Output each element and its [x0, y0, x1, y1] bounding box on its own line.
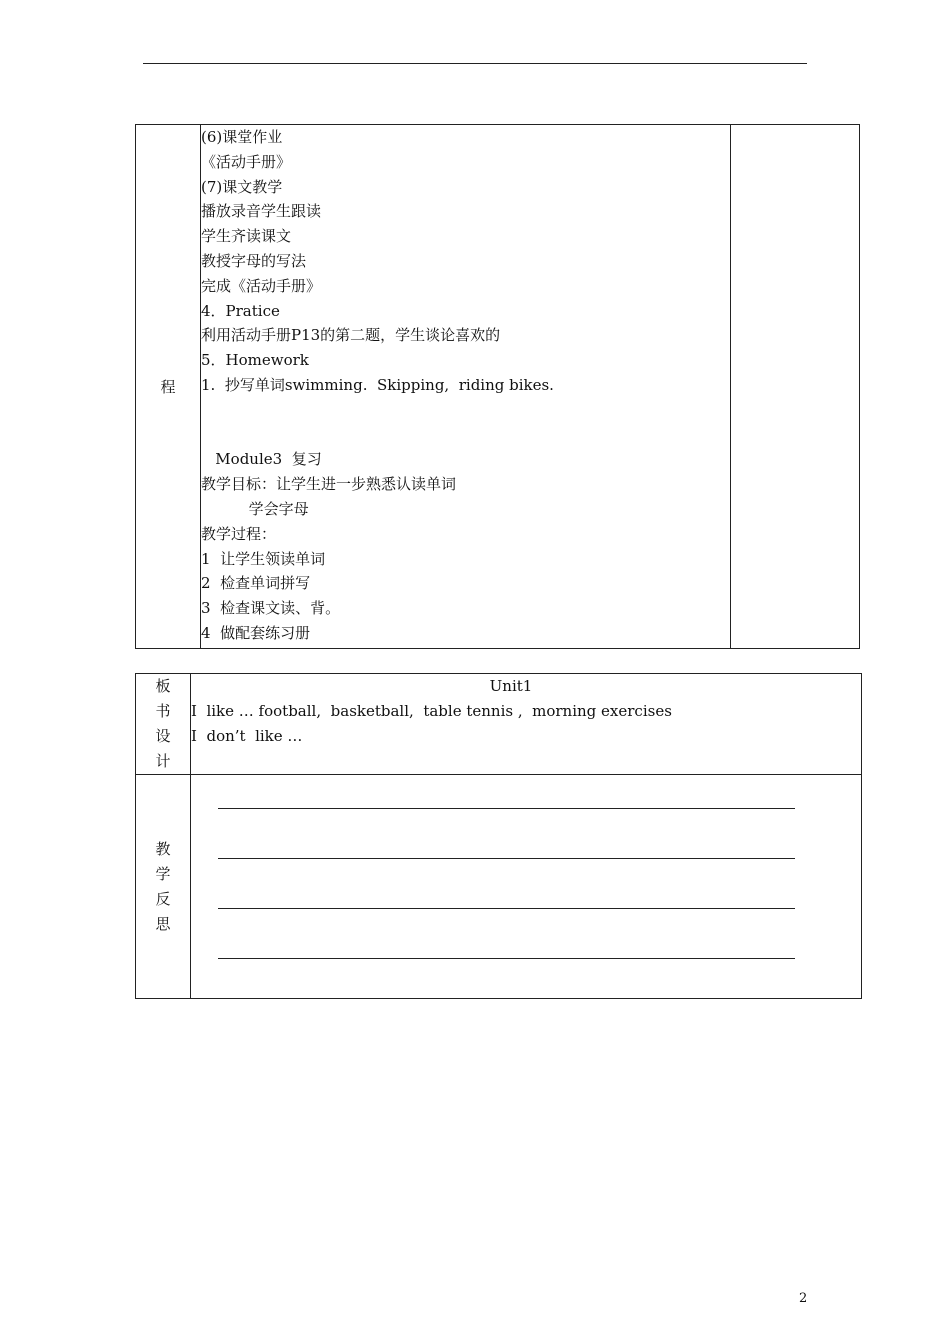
reflection-label-char: 学: [155, 864, 171, 883]
notes-cell: [731, 125, 860, 649]
lesson-line: (6)课堂作业: [201, 128, 283, 146]
lesson-line: 完成《活动手册》: [201, 276, 322, 295]
lesson-line: 《活动手册》: [201, 152, 292, 171]
lesson-line: 教学过程：: [201, 524, 277, 543]
reflection-writing-line: [218, 858, 795, 859]
board-label-cell: [136, 674, 191, 775]
board-line: I like … football, basketball, table tennis , morning exercises: [191, 702, 672, 720]
reflection-content-cell: [191, 775, 862, 999]
reflection-label-char: 反: [155, 889, 171, 908]
reflection-label-cell: [136, 775, 191, 999]
lesson-line: 5．Homework: [201, 351, 309, 370]
lesson-line: 1. 抄写单词swimming. Skipping, riding bikes.: [201, 375, 554, 394]
lesson-line: 播放录音学生跟读: [201, 202, 322, 221]
header-rule: [143, 63, 807, 64]
lesson-line: 教授字母的写法: [201, 251, 307, 270]
lesson-line: [201, 423, 730, 448]
page-number: 2: [799, 1291, 808, 1306]
lesson-process-table: [135, 124, 860, 649]
lesson-lines: [201, 125, 730, 646]
board-line: I don’t like …: [191, 727, 303, 745]
board-reflection-table: [135, 673, 862, 999]
board-design-label: [136, 674, 190, 774]
reflection-label: [136, 837, 190, 937]
process-label-cell: [136, 125, 201, 649]
board-label-char: 书: [155, 702, 171, 720]
reflection-label-char: 思: [155, 914, 171, 933]
lesson-line: 3 检查课文读、背。: [201, 599, 341, 618]
lesson-line: 利用活动手册P13的第二题，学生谈论喜欢的: [201, 326, 501, 345]
board-label-char: 计: [155, 752, 171, 770]
lesson-line: 学会字母: [201, 499, 309, 518]
lesson-content-cell: [201, 125, 731, 649]
lesson-line: 教学目标：让学生进一步熟悉认读单词: [201, 475, 457, 494]
board-content-cell: [191, 674, 862, 775]
board-title: Unit1: [489, 677, 533, 695]
board-label-char: 设: [155, 727, 171, 745]
lesson-line: 1 让学生领读单词: [201, 549, 326, 568]
lesson-line: [201, 398, 730, 423]
lesson-line: 学生齐读课文: [201, 227, 292, 246]
board-label-char: 板: [155, 677, 171, 695]
reflection-writing-line: [218, 808, 795, 809]
lesson-line: Module3 复习: [201, 450, 322, 469]
lesson-line: (7)课文教学: [201, 177, 283, 196]
lesson-line: 4．Pratice: [201, 301, 280, 320]
process-label: 程: [160, 378, 176, 396]
lesson-line: 4 做配套练习册: [201, 623, 311, 642]
lesson-line: 2 检查单词拼写: [201, 574, 311, 593]
reflection-label-char: 教: [155, 839, 171, 858]
board-lines: [191, 699, 861, 749]
reflection-writing-line: [218, 958, 795, 959]
reflection-writing-line: [218, 908, 795, 909]
